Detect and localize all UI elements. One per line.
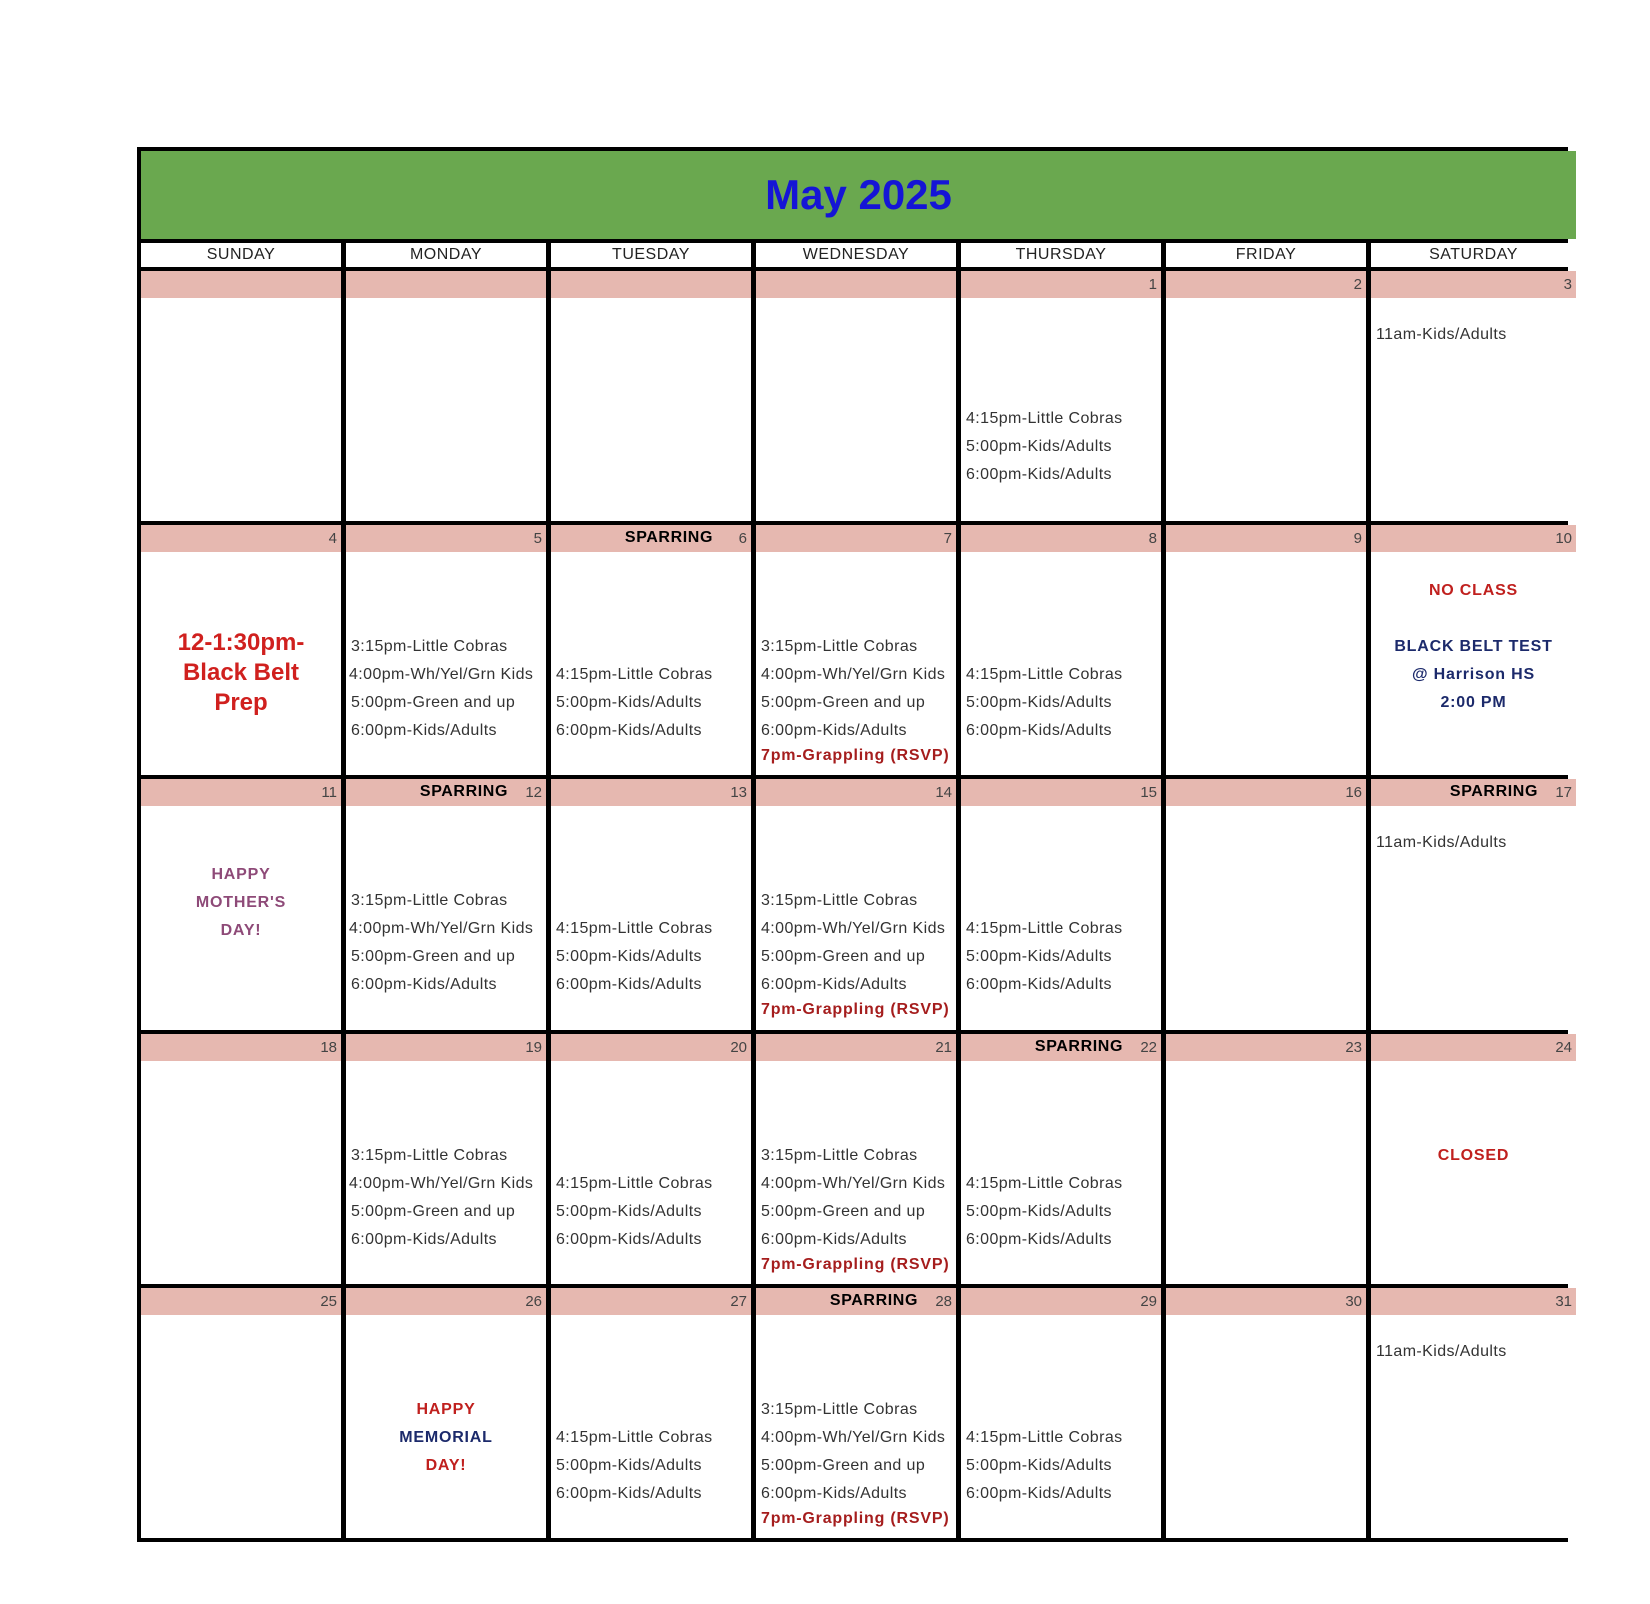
event-black-belt-test-location: @ Harrison HS xyxy=(1412,666,1535,684)
date-band xyxy=(1166,1034,1366,1061)
grappling-line: 7pm-Grappling (RSVP) xyxy=(761,1509,950,1527)
day-cell-empty xyxy=(346,271,546,521)
schedule-line: 6:00pm-Kids/Adults xyxy=(556,1230,702,1248)
date-number: 23 xyxy=(1345,1038,1362,1056)
schedule-line: 4:00pm-Wh/Yel/Grn Kids xyxy=(349,1174,534,1192)
date-number: 9 xyxy=(1353,530,1362,548)
date-number: 15 xyxy=(1140,784,1157,802)
day-cell-20 xyxy=(551,1034,751,1284)
date-number: 2 xyxy=(1353,276,1362,293)
date-band xyxy=(1371,525,1576,552)
day-cell-22 xyxy=(961,1034,1161,1284)
event-black-belt-prep: Black Belt xyxy=(182,659,300,687)
schedule-line: 4:15pm-Little Cobras xyxy=(966,920,1123,938)
schedule-line: 4:15pm-Little Cobras xyxy=(966,1174,1123,1192)
date-number: 31 xyxy=(1555,1292,1572,1310)
date-band xyxy=(756,1288,956,1315)
schedule-line: 4:15pm-Little Cobras xyxy=(556,1174,713,1192)
date-number: 22 xyxy=(1140,1038,1157,1056)
date-number: 5 xyxy=(533,530,542,548)
day-name-saturday: SATURDAY xyxy=(1371,243,1576,267)
schedule-line: 6:00pm-Kids/Adults xyxy=(761,722,907,740)
schedule-line: 4:00pm-Wh/Yel/Grn Kids xyxy=(349,666,534,684)
date-band xyxy=(551,525,751,552)
sparring-label: SPARRING xyxy=(624,529,713,547)
date-number: 10 xyxy=(1555,530,1572,548)
schedule-line: 6:00pm-Kids/Adults xyxy=(761,976,907,994)
calendar-grid xyxy=(137,147,1572,1542)
schedule-line: 6:00pm-Kids/Adults xyxy=(966,1230,1112,1248)
date-number: 3 xyxy=(1563,276,1572,293)
day-cell-18 xyxy=(141,1034,341,1284)
schedule-line: 6:00pm-Kids/Adults xyxy=(351,722,497,740)
event-black-belt-prep: 12-1:30pm- xyxy=(177,629,305,657)
day-cell-21 xyxy=(756,1034,956,1284)
schedule-line: 3:15pm-Little Cobras xyxy=(761,892,918,910)
date-band xyxy=(551,271,751,298)
date-band xyxy=(1371,1034,1576,1061)
schedule-line: 5:00pm-Kids/Adults xyxy=(556,948,702,966)
day-cell-10 xyxy=(1371,525,1576,775)
day-cell-16 xyxy=(1166,779,1366,1029)
date-band xyxy=(346,779,546,806)
schedule-line: 6:00pm-Kids/Adults xyxy=(966,466,1112,483)
day-cell-30 xyxy=(1166,1288,1366,1538)
day-cell-14 xyxy=(756,779,956,1029)
day-cell-26 xyxy=(346,1288,546,1538)
schedule-line: 5:00pm-Green and up xyxy=(351,948,516,966)
day-cell-6 xyxy=(551,525,751,775)
date-band xyxy=(961,271,1161,298)
event-mothers-day: MOTHER'S xyxy=(195,894,287,912)
schedule-line: 4:00pm-Wh/Yel/Grn Kids xyxy=(761,920,946,938)
day-cell-11 xyxy=(141,779,341,1029)
schedule-line: 5:00pm-Green and up xyxy=(761,1456,926,1474)
schedule-line: 5:00pm-Kids/Adults xyxy=(966,438,1112,455)
date-band xyxy=(1371,271,1576,298)
day-name-thursday: THURSDAY xyxy=(961,243,1161,267)
schedule-line: 5:00pm-Kids/Adults xyxy=(556,694,702,712)
day-cell-2 xyxy=(1166,271,1366,521)
sparring-label: SPARRING xyxy=(829,1291,918,1309)
schedule-line: 11am-Kids/Adults xyxy=(1376,1342,1507,1360)
schedule-line: 5:00pm-Green and up xyxy=(761,948,926,966)
date-number: 26 xyxy=(525,1292,542,1310)
date-band xyxy=(1166,1288,1366,1315)
date-number: 12 xyxy=(525,784,542,802)
day-cell-9 xyxy=(1166,525,1366,775)
date-band xyxy=(141,1288,341,1315)
date-band xyxy=(1166,271,1366,298)
date-number: 8 xyxy=(1148,530,1157,548)
schedule-line: 6:00pm-Kids/Adults xyxy=(556,1484,702,1502)
schedule-line: 4:15pm-Little Cobras xyxy=(966,1428,1123,1446)
day-cell-empty xyxy=(756,271,956,521)
date-number: 29 xyxy=(1140,1292,1157,1310)
sparring-label: SPARRING xyxy=(419,783,508,801)
date-number: 17 xyxy=(1555,784,1572,802)
date-number: 28 xyxy=(935,1292,952,1310)
date-number: 14 xyxy=(935,784,952,802)
day-cell-23 xyxy=(1166,1034,1366,1284)
day-cell-12 xyxy=(346,779,546,1029)
schedule-line: 4:00pm-Wh/Yel/Grn Kids xyxy=(761,1174,946,1192)
date-band xyxy=(1371,779,1576,806)
schedule-line: 5:00pm-Kids/Adults xyxy=(966,1456,1112,1474)
schedule-line: 3:15pm-Little Cobras xyxy=(761,1146,918,1164)
date-number: 24 xyxy=(1555,1038,1572,1056)
date-number: 27 xyxy=(730,1292,747,1310)
date-number: 1 xyxy=(1148,276,1157,293)
day-name-monday: MONDAY xyxy=(346,243,546,267)
date-band xyxy=(756,525,956,552)
date-band xyxy=(961,525,1161,552)
schedule-line: 6:00pm-Kids/Adults xyxy=(966,976,1112,994)
schedule-line: 5:00pm-Kids/Adults xyxy=(966,1202,1112,1220)
event-no-class: NO CLASS xyxy=(1428,582,1519,600)
date-band xyxy=(551,779,751,806)
grappling-line: 7pm-Grappling (RSVP) xyxy=(761,1001,950,1019)
schedule-line: 11am-Kids/Adults xyxy=(1376,326,1507,343)
date-band xyxy=(551,1034,751,1061)
day-cell-28 xyxy=(756,1288,956,1538)
date-band xyxy=(141,271,341,298)
schedule-line: 4:15pm-Little Cobras xyxy=(556,1428,713,1446)
date-band xyxy=(1166,525,1366,552)
schedule-line: 6:00pm-Kids/Adults xyxy=(556,976,702,994)
day-cell-3 xyxy=(1371,271,1576,521)
schedule-line: 3:15pm-Little Cobras xyxy=(761,638,918,656)
day-cell-4 xyxy=(141,525,341,775)
date-number: 19 xyxy=(525,1038,542,1056)
schedule-line: 4:00pm-Wh/Yel/Grn Kids xyxy=(349,920,534,938)
date-number: 11 xyxy=(321,784,337,802)
day-cell-19 xyxy=(346,1034,546,1284)
event-memorial-day: MEMORIAL xyxy=(399,1428,493,1446)
schedule-line: 11am-Kids/Adults xyxy=(1376,834,1507,852)
event-black-belt-test-time: 2:00 PM xyxy=(1440,694,1507,712)
schedule-line: 4:00pm-Wh/Yel/Grn Kids xyxy=(761,1428,946,1446)
date-band xyxy=(756,779,956,806)
day-name-tuesday: TUESDAY xyxy=(551,243,751,267)
schedule-line: 4:15pm-Little Cobras xyxy=(556,666,713,684)
schedule-line: 4:00pm-Wh/Yel/Grn Kids xyxy=(761,666,946,684)
schedule-line: 3:15pm-Little Cobras xyxy=(351,638,508,656)
day-cell-31 xyxy=(1371,1288,1576,1538)
date-number: 25 xyxy=(320,1292,337,1310)
day-cell-1 xyxy=(961,271,1161,521)
date-band xyxy=(756,1034,956,1061)
schedule-line: 6:00pm-Kids/Adults xyxy=(966,722,1112,740)
schedule-line: 6:00pm-Kids/Adults xyxy=(761,1484,907,1502)
day-cell-29 xyxy=(961,1288,1161,1538)
date-number: 16 xyxy=(1345,784,1362,802)
schedule-line: 6:00pm-Kids/Adults xyxy=(351,1230,497,1248)
schedule-line: 4:15pm-Little Cobras xyxy=(966,410,1123,427)
schedule-line: 5:00pm-Green and up xyxy=(351,1202,516,1220)
date-number: 18 xyxy=(320,1038,337,1056)
schedule-line: 3:15pm-Little Cobras xyxy=(351,892,508,910)
day-cell-empty xyxy=(551,271,751,521)
date-band xyxy=(141,1034,341,1061)
grappling-line: 7pm-Grappling (RSVP) xyxy=(761,747,950,765)
day-name-friday: FRIDAY xyxy=(1166,243,1366,267)
date-band xyxy=(1371,1288,1576,1315)
schedule-line: 5:00pm-Kids/Adults xyxy=(966,948,1112,966)
day-cell-13 xyxy=(551,779,751,1029)
event-black-belt-test: BLACK BELT TEST xyxy=(1394,638,1553,656)
schedule-line: 6:00pm-Kids/Adults xyxy=(761,1230,907,1248)
date-number: 13 xyxy=(730,784,747,802)
day-name-sunday: SUNDAY xyxy=(141,243,341,267)
date-number: 30 xyxy=(1345,1292,1362,1310)
date-band xyxy=(346,271,546,298)
day-cell-7 xyxy=(756,525,956,775)
date-band xyxy=(346,525,546,552)
day-cell-24 xyxy=(1371,1034,1576,1284)
schedule-line: 3:15pm-Little Cobras xyxy=(351,1146,508,1164)
date-band xyxy=(961,1288,1161,1315)
date-band xyxy=(141,779,341,806)
schedule-line: 6:00pm-Kids/Adults xyxy=(556,722,702,740)
date-number: 6 xyxy=(738,530,747,548)
sparring-label: SPARRING xyxy=(1034,1037,1123,1055)
schedule-line: 3:15pm-Little Cobras xyxy=(761,1400,918,1418)
schedule-line: 5:00pm-Green and up xyxy=(761,1202,926,1220)
day-cell-15 xyxy=(961,779,1161,1029)
schedule-line: 4:15pm-Little Cobras xyxy=(966,666,1123,684)
schedule-line: 6:00pm-Kids/Adults xyxy=(351,976,497,994)
date-number: 21 xyxy=(935,1038,952,1056)
date-number: 20 xyxy=(730,1038,747,1056)
event-black-belt-prep: Prep xyxy=(214,689,268,717)
event-mothers-day: HAPPY xyxy=(211,866,271,884)
event-mothers-day: DAY! xyxy=(220,922,262,940)
day-cell-27 xyxy=(551,1288,751,1538)
day-cell-8 xyxy=(961,525,1161,775)
day-cell-empty xyxy=(141,271,341,521)
day-name-wednesday: WEDNESDAY xyxy=(756,243,956,267)
schedule-line: 5:00pm-Kids/Adults xyxy=(556,1456,702,1474)
schedule-line: 5:00pm-Green and up xyxy=(351,694,516,712)
schedule-line: 5:00pm-Kids/Adults xyxy=(556,1202,702,1220)
schedule-line: 5:00pm-Green and up xyxy=(761,694,926,712)
date-band xyxy=(141,525,341,552)
date-number: 4 xyxy=(328,530,337,548)
date-band xyxy=(551,1288,751,1315)
date-band xyxy=(1166,779,1366,806)
event-closed: CLOSED xyxy=(1437,1146,1510,1164)
day-cell-17 xyxy=(1371,779,1576,1029)
date-band xyxy=(346,1034,546,1061)
date-band xyxy=(756,271,956,298)
date-band xyxy=(346,1288,546,1315)
calendar-title: May 2025 xyxy=(141,151,1576,239)
sparring-label: SPARRING xyxy=(1449,783,1538,801)
grappling-line: 7pm-Grappling (RSVP) xyxy=(761,1255,950,1273)
schedule-line: 4:15pm-Little Cobras xyxy=(556,920,713,938)
day-cell-5 xyxy=(346,525,546,775)
date-band xyxy=(961,1034,1161,1061)
schedule-line: 5:00pm-Kids/Adults xyxy=(966,694,1112,712)
date-number: 7 xyxy=(943,530,952,548)
event-memorial-day: DAY! xyxy=(425,1456,467,1474)
schedule-line: 6:00pm-Kids/Adults xyxy=(966,1484,1112,1502)
event-memorial-day: HAPPY xyxy=(416,1400,476,1418)
date-band xyxy=(961,779,1161,806)
day-cell-25 xyxy=(141,1288,341,1538)
